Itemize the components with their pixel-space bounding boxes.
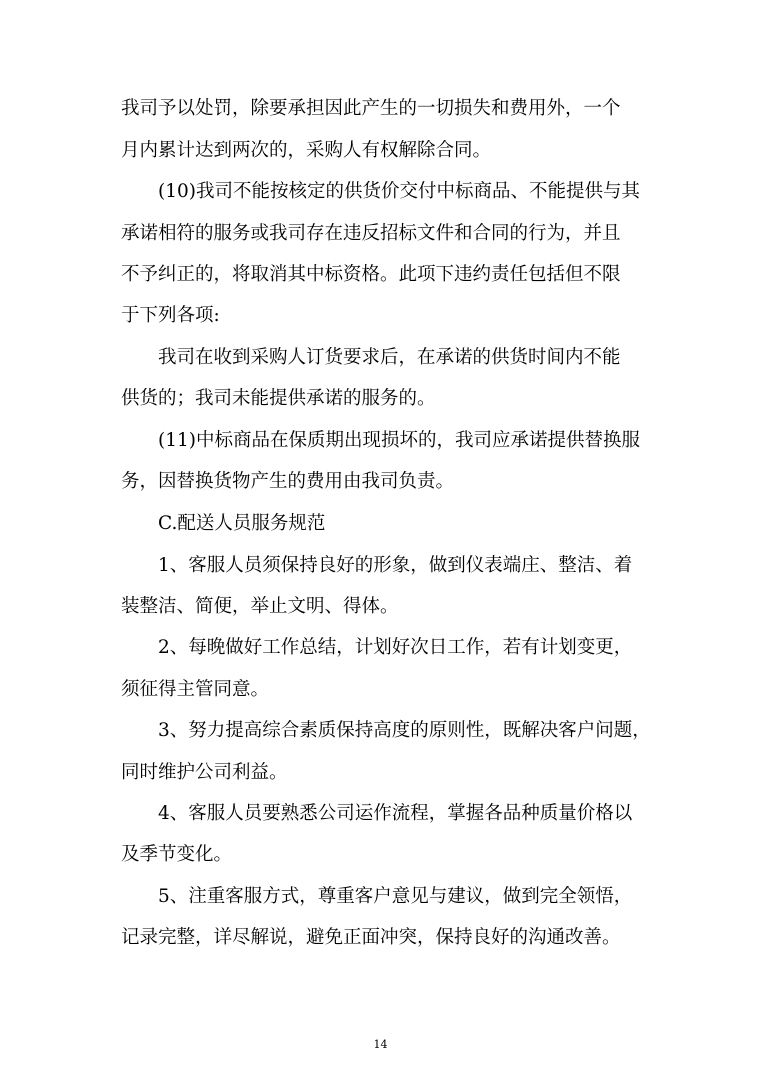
section-heading: C.配送人员服务规范 [158, 513, 326, 534]
text-line: (11)中标商品在保质期出现损坏的，我司应承诺提供替换服 [158, 430, 640, 451]
text-line: 我司予以处罚，除要承担因此产生的一切损失和费用外，一个 [121, 98, 621, 119]
text-line: 同时维护公司利益。 [121, 762, 288, 783]
text-line: 务，因替换货物产生的费用由我司负责。 [121, 471, 455, 492]
text-line: 于下列各项: [121, 305, 220, 326]
text-line: 1、客服人员须保持良好的形象，做到仪表端庄、整洁、着 [158, 555, 633, 576]
text-line: 承诺相符的服务或我司存在违反招标文件和合同的行为，并且 [121, 223, 621, 244]
text-line: 月内累计达到两次的，采购人有权解除合同。 [121, 140, 492, 161]
text-line: 不予纠正的，将取消其中标资格。此项下违约责任包括但不限 [121, 264, 621, 285]
text-line: 3、努力提高综合素质保持高度的原则性，既解决客户问题， [158, 720, 651, 741]
text-line: 我司在收到采购人订货要求后，在承诺的供货时间内不能 [158, 347, 621, 368]
page-number: 14 [373, 1038, 388, 1051]
text-line: 及季节变化。 [121, 844, 233, 865]
text-line: 记录完整，详尽解说，避免正面冲突，保持良好的沟通改善。 [121, 927, 621, 948]
text-line: 5、注重客服方式，尊重客户意见与建议，做到完全领悟， [158, 886, 633, 907]
text-line: 供货的；我司未能提供承诺的服务的。 [121, 388, 436, 409]
text-line: 须征得主管同意。 [121, 679, 270, 700]
text-line: 4、客服人员要熟悉公司运作流程，掌握各品种质量价格以 [158, 803, 633, 824]
text-line: (10)我司不能按核定的供货价交付中标商品、不能提供与其 [158, 181, 640, 202]
text-line: 装整洁、简便，举止文明、得体。 [121, 596, 399, 617]
text-line: 2、每晚做好工作总结，计划好次日工作，若有计划变更， [158, 637, 633, 658]
